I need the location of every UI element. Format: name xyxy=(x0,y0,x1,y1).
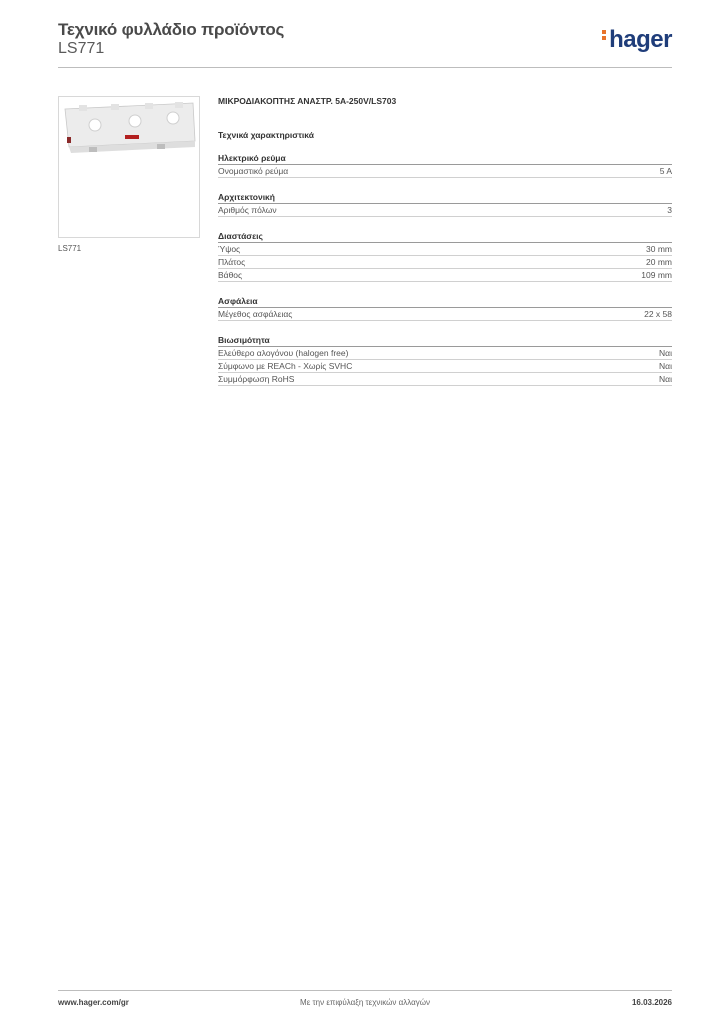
spec-label: Ελεύθερο αλογόνου (halogen free) xyxy=(218,348,349,358)
footer-date: 16.03.2026 xyxy=(631,998,672,1007)
product-image xyxy=(58,96,200,238)
spec-value: 20 mm xyxy=(646,257,672,267)
spec-content xyxy=(218,96,672,386)
spec-label: Σύμφωνο με REACh - Χωρίς SVHC xyxy=(218,361,353,371)
footer-divider xyxy=(58,990,672,991)
fuse-holder-illustration xyxy=(59,97,199,237)
spec-value: 109 mm xyxy=(641,270,672,280)
spec-value: 3 xyxy=(667,205,672,215)
spec-value: Ναι xyxy=(659,374,672,384)
spec-row xyxy=(218,243,672,256)
spec-group xyxy=(218,191,672,217)
spec-value: 22 x 58 xyxy=(644,309,672,319)
spec-group xyxy=(218,152,672,178)
spec-groups xyxy=(218,152,672,386)
spec-label: Ονομαστικό ρεύμα xyxy=(218,166,289,176)
spec-row xyxy=(218,347,672,360)
spec-group-title: Διαστάσεις xyxy=(218,230,672,243)
document-subtitle: LS771 xyxy=(58,40,105,57)
footer-website: www.hager.com/gr xyxy=(58,998,129,1007)
spec-value: Ναι xyxy=(659,348,672,358)
spec-label: Μέγεθος ασφάλειας xyxy=(218,309,293,319)
spec-label: Ύψος xyxy=(218,244,241,254)
spec-row xyxy=(218,360,672,373)
spec-row xyxy=(218,256,672,269)
spec-value: Ναι xyxy=(659,361,672,371)
spec-label: Αριθμός πόλων xyxy=(218,205,277,215)
spec-group xyxy=(218,295,672,321)
spec-row xyxy=(218,204,672,217)
spec-value: 5 A xyxy=(659,166,672,176)
header-divider xyxy=(58,67,672,68)
image-caption: LS771 xyxy=(58,244,82,253)
spec-row xyxy=(218,165,672,178)
section-title: Τεχνικά χαρακτηριστικά xyxy=(218,130,314,140)
spec-group-title: Ηλεκτρικό ρεύμα xyxy=(218,152,672,165)
spec-label: Συμμόρφωση RoHS xyxy=(218,374,295,384)
product-name: ΜΙΚΡΟΔΙΑΚΟΠΤΗΣ ΑΝΑΣΤΡ. 5Α-250V/LS703 xyxy=(218,96,397,106)
spec-label: Βάθος xyxy=(218,270,243,280)
spec-row xyxy=(218,373,672,386)
spec-group-title: Αρχιτεκτονική xyxy=(218,191,672,204)
footer-notice: Με την επιφύλαξη τεχνικών αλλαγών xyxy=(300,998,430,1007)
hager-logo xyxy=(602,26,672,54)
spec-group xyxy=(218,230,672,282)
spec-row xyxy=(218,269,672,282)
spec-group-title: Βιωσιμότητα xyxy=(218,334,672,347)
document-title: Τεχνικό φυλλάδιο προϊόντος xyxy=(58,20,285,39)
spec-row xyxy=(218,308,672,321)
spec-group-title: Ασφάλεια xyxy=(218,295,672,308)
spec-value: 30 mm xyxy=(646,244,672,254)
logo-dots-icon xyxy=(602,28,607,42)
spec-label: Πλάτος xyxy=(218,257,246,267)
spec-group xyxy=(218,334,672,386)
logo-text: hager xyxy=(609,26,672,53)
